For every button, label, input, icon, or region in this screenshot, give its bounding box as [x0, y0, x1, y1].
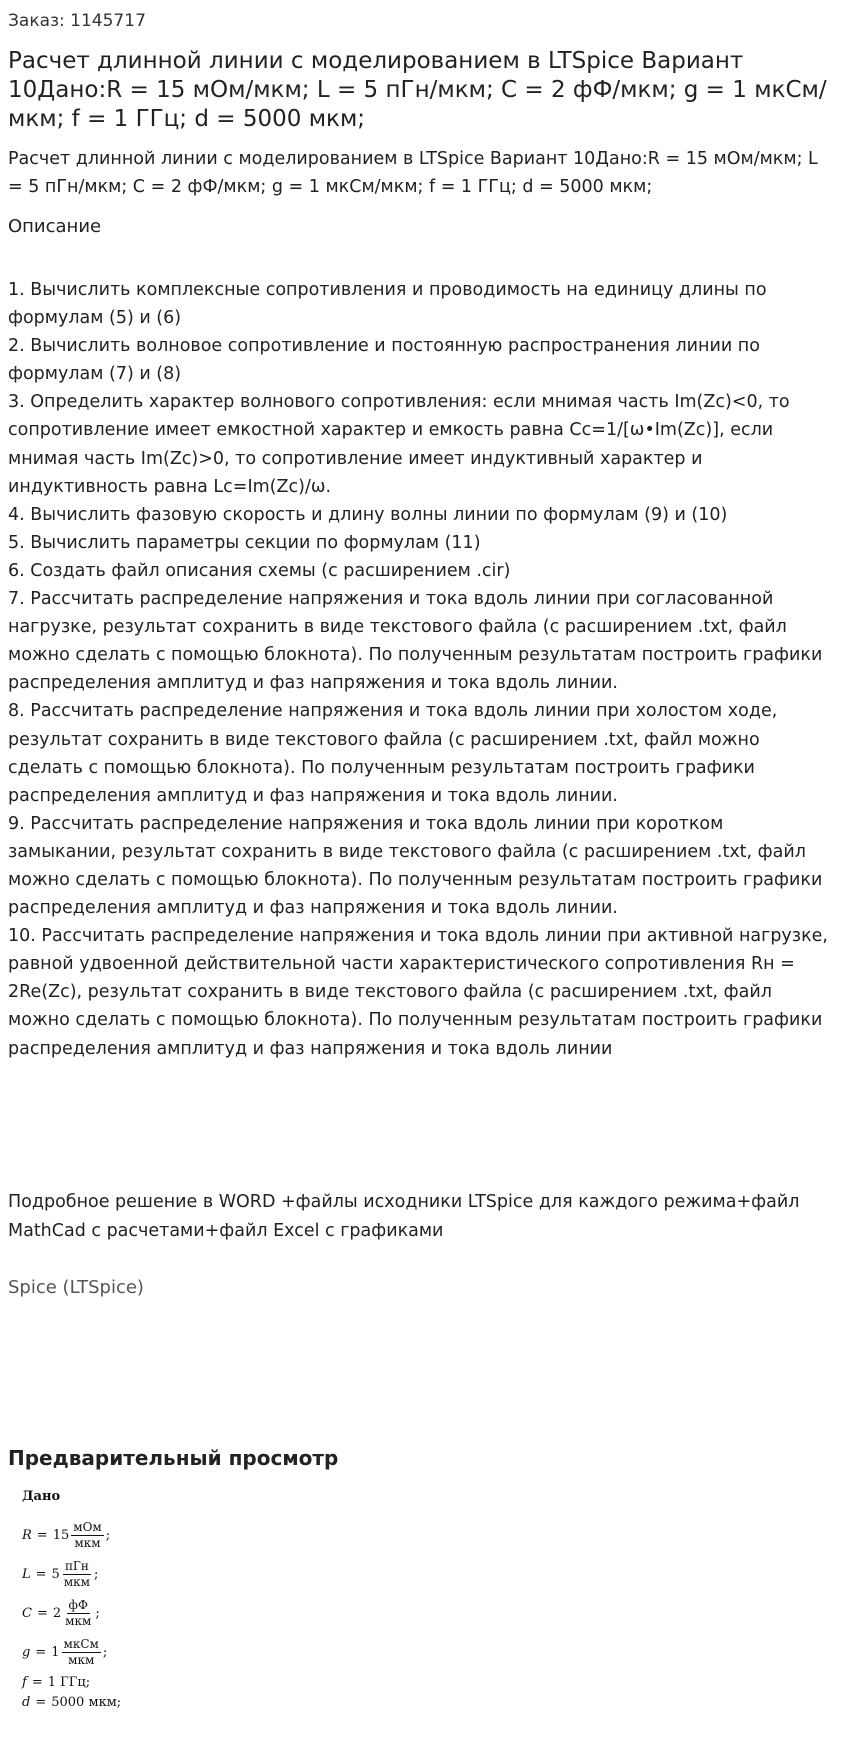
page-subtitle: Расчет длинной линии с моделированием в LTSpice Вариант 10Дано:R = 15 мОм/мкм; L = 5 пГн/мкм; C = 2 фФ/мкм; g = 1 мкСм/мкм; f = 1 ГГц; d = 5000 мкм; [8, 149, 818, 197]
task-step: 5. Вычислить параметры секции по формулам (11) [8, 532, 481, 553]
given-equals: = [36, 1528, 48, 1543]
given-value: 5 [51, 1567, 60, 1582]
unit-denominator: мкм [68, 1653, 95, 1667]
task-step: 6. Создать файл описания схемы (с расширением .cir) [8, 560, 511, 581]
given-terminator: ; [102, 1645, 108, 1660]
given-equals: = [35, 1694, 47, 1710]
solution-note: Подробное решение в WORD +файлы исходники LTSpice для каждого режима+файл MathCad с расчетами+файл Excel с графиками [8, 1192, 800, 1241]
given-terminator: ; [95, 1606, 100, 1621]
preview-given-row [22, 1516, 422, 1555]
given-equals: = [35, 1567, 47, 1582]
task-step: 1. Вычислить комплексные сопротивления и проводимость на единицу длины по формулам (5) и (6) [8, 280, 767, 329]
given-terminator: ; [105, 1528, 111, 1543]
preview-given-row [22, 1555, 422, 1594]
given-value: 1 ГГц; [47, 1674, 91, 1690]
given-value: 2 [52, 1606, 62, 1621]
preview-given-row [22, 1692, 422, 1712]
given-unit-fraction [62, 1559, 92, 1590]
given-equals: = [36, 1606, 48, 1621]
given-symbol: g [22, 1645, 31, 1660]
given-unit-fraction [62, 1637, 101, 1668]
given-symbol: L [22, 1567, 31, 1582]
unit-denominator: мкм [65, 1614, 92, 1628]
task-step: 7. Рассчитать распределение напряжения и тока вдоль линии при согласованной нагрузке, результат сохранить в виде текстового файла (с расширением .txt, файл можно сделать с помощью блокнота). По полученным результатам построить графики распределения амплитуд и фаз напряжения и тока вдоль линии. [8, 589, 823, 694]
given-equals: = [35, 1645, 47, 1660]
given-value: 15 [52, 1528, 70, 1543]
page-title: Расчет длинной линии с моделированием в LTSpice Вариант 10Дано:R = 15 мОм/мкм; L = 5 пГн/мкм; C = 2 фФ/мкм; g = 1 мкСм/мкм; f = 1 ГГц; d = 5000 мкм; [8, 48, 827, 132]
unit-numerator: мОм [73, 1520, 102, 1534]
task-steps-list [8, 276, 834, 1063]
given-value: 1 [51, 1645, 60, 1660]
task-step: 8. Рассчитать распределение напряжения и тока вдоль линии при холостом ходе, результат сохранить в виде текстового файла (с расширением .txt, файл можно сделать с помощью блокнота). По полученным результатам построить графики распределения амплитуд и фаз напряжения и тока вдоль линии. [8, 701, 778, 806]
preview-given-row [22, 1672, 422, 1692]
preview-given-row [22, 1633, 422, 1672]
task-step: 10. Рассчитать распределение напряжения и тока вдоль линии при активной нагрузке, равной удвоенной действительной части характеристического сопротивления Rн = 2Re(Zc), результат сохранить в виде текстового файла (с расширением .txt, файл можно сделать с помощью блокнота). По полученным результатам построить графики распределения амплитуд и фаз напряжения и тока вдоль линии [8, 926, 828, 1059]
given-terminator: ; [94, 1567, 99, 1582]
order-number: Заказ: 1145717 [8, 11, 146, 31]
task-step: 3. Определить характер волнового сопротивления: если мнимая часть Im(Zc)<0, то сопротивление имеет емкостной характер и емкость равна Cc=1/[ω•Im(Zc)], если мнимая часть Im(Zc)>0, то сопротивление имеет индуктивный характер и индуктивность равна Lc=Im(Zc)/ω. [8, 392, 790, 497]
unit-denominator: мкм [63, 1575, 90, 1589]
preview-given-row [22, 1594, 422, 1633]
given-unit-fraction [71, 1520, 104, 1551]
given-symbol: f [22, 1674, 27, 1690]
given-unit-fraction [63, 1598, 93, 1629]
given-symbol: R [22, 1528, 32, 1543]
task-step: 4. Вычислить фазовую скорость и длину волны линии по формулам (9) и (10) [8, 504, 728, 525]
unit-numerator: пГн [64, 1559, 89, 1573]
preview-doc-title: Дано [22, 1489, 61, 1504]
given-symbol: C [22, 1606, 32, 1621]
task-step: 9. Рассчитать распределение напряжения и тока вдоль линии при коротком замыкании, результат сохранить в виде текстового файла (с расширением .txt, файл можно сделать с помощью блокнота). По полученным результатам построить графики распределения амплитуд и фаз напряжения и тока вдоль линии. [8, 813, 823, 919]
category-link[interactable]: Spice (LTSpice) [8, 1277, 144, 1298]
description-heading: Описание [8, 216, 102, 237]
unit-numerator: мкСм [63, 1637, 99, 1651]
given-equals: = [31, 1674, 43, 1690]
preview-heading: Предварительный просмотр [8, 1446, 339, 1470]
preview-document [22, 1488, 422, 1712]
unit-numerator: фФ [68, 1598, 88, 1612]
given-symbol: d [22, 1694, 31, 1710]
given-value: 5000 мкм; [51, 1694, 122, 1710]
unit-denominator: мкм [74, 1536, 101, 1550]
task-step: 2. Вычислить волновое сопротивление и постоянную распространения линии по формулам (7) и (8) [8, 336, 760, 385]
